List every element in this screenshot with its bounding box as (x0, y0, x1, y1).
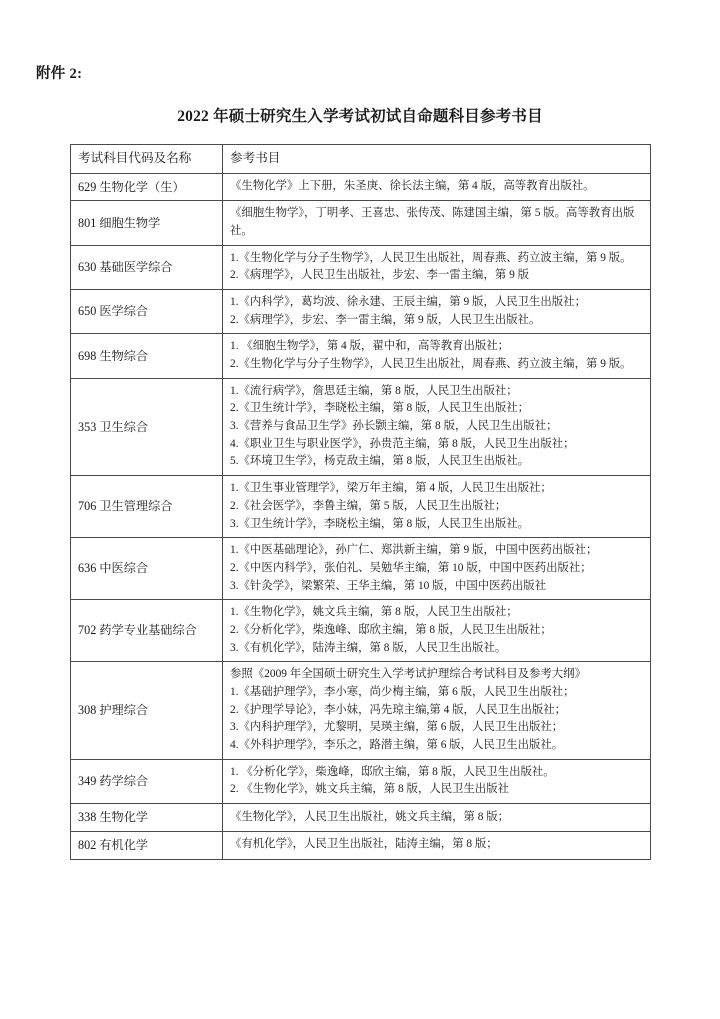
table-row (71, 759, 651, 803)
subject-code-cell: 702 药学专业基础综合 (71, 600, 223, 662)
subject-code-cell: 706 卫生管理综合 (71, 476, 223, 538)
reference-book-line: 2.《病理学》，人民卫生出版社，步宏、李一雷主编，第 9 版 (230, 269, 530, 282)
reference-books-cell (223, 831, 651, 859)
table-row (71, 290, 651, 334)
reference-book-line: 1.《内科学》，葛均波、徐永建、王辰主编，第 9 版，人民卫生出版社； (230, 296, 586, 309)
subject-code-cell: 629 生物化学（生） (71, 173, 223, 201)
reference-books-cell (223, 378, 651, 475)
table-row (71, 378, 651, 475)
reference-books-cell (223, 759, 651, 803)
page-title: 2022 年硕士研究生入学考试初试自命题科目参考书目 (177, 108, 543, 125)
subject-code-cell: 802 有机化学 (71, 831, 223, 859)
table-row (71, 201, 651, 245)
reference-books-cell (223, 476, 651, 538)
reference-book-line: 1.《中医基础理论》，孙广仁、郑洪新主编，第 9 版，中国中医药出版社； (230, 544, 598, 557)
reference-book-line: 3.《针灸学》，梁繁荣、王华主编，第 10 版，中国中医药出版社 (230, 579, 547, 592)
reference-book-line: 3.《卫生统计学》，李晓松主编，第 8 版，人民卫生出版社。 (230, 517, 530, 530)
reference-book-line: 1.《流行病学》，詹思廷主编，第 8 版，人民卫生出版社； (230, 384, 518, 397)
subject-code-cell: 353 卫生综合 (71, 378, 223, 475)
reference-books-cell (223, 290, 651, 334)
reference-book-line: 2.《护理学导论》，李小妹，冯先琼主编,第 4 版，人民卫生出版社； (230, 703, 567, 716)
table-body (71, 173, 651, 859)
reference-books-table (70, 144, 651, 860)
table-header (71, 145, 651, 174)
table-row (71, 245, 651, 289)
reference-book-line: 3.《有机化学》，陆涛主编，第 8 版，人民卫生出版社。 (230, 641, 507, 654)
subject-code-cell: 698 生物综合 (71, 334, 223, 378)
reference-book-line: 4.《外科护理学》，李乐之，路潜主编，第 6 版，人民卫生出版社。 (230, 738, 564, 751)
column-header-books: 参考书目 (223, 145, 651, 174)
subject-code-cell: 349 药学综合 (71, 759, 223, 803)
reference-book-line: 1.《卫生事业管理学》，梁万年主编，第 4 版，人民卫生出版社； (230, 482, 552, 495)
reference-book-line: 2.《卫生统计学》，李晓松主编，第 8 版，人民卫生出版社； (230, 402, 530, 415)
reference-book-line: 1. 《细胞生物学》，第 4 版，翟中和，高等教育出版社； (230, 340, 510, 353)
reference-book-line: 2. 《生物化学》，姚文兵主编，第 8 版，人民卫生出版社 (230, 783, 510, 796)
reference-book-line: 2.《病理学》，步宏、李一雷主编，第 9 版，人民卫生出版社。 (230, 313, 541, 326)
reference-book-line: 《生物化学》，人民卫生出版社，姚文兵主编，第 8 版； (230, 810, 510, 823)
table-row (71, 476, 651, 538)
attachment-label: 附件 2: (36, 66, 83, 82)
table-row (71, 600, 651, 662)
table-row (71, 538, 651, 600)
reference-books-cell (223, 334, 651, 378)
subject-code-cell: 338 生物化学 (71, 803, 223, 831)
table-row (71, 831, 651, 859)
reference-books-cell (223, 662, 651, 759)
reference-book-line: 2.《社会医学》，李鲁主编，第 5 版，人民卫生出版社； (230, 499, 507, 512)
subject-code-cell: 636 中医综合 (71, 538, 223, 600)
table-row (71, 803, 651, 831)
reference-books-cell (223, 245, 651, 289)
subject-code-cell: 630 基础医学综合 (71, 245, 223, 289)
reference-book-line: 4.《职业卫生与职业医学》，孙贵范主编，第 8 版，人民卫生出版社； (230, 437, 575, 450)
reference-books-cell (223, 600, 651, 662)
table-row (71, 662, 651, 759)
reference-books-cell (223, 173, 651, 201)
reference-book-line: 参照《2009 年全国硕士研究生入学考试护理综合考试科目及参考大纲》 (230, 668, 586, 681)
table-row (71, 334, 651, 378)
reference-books-cell (223, 201, 651, 245)
reference-book-line: 1.《生物化学与分子生物学》，人民卫生出版社，周春燕、药立波主编，第 9 版。 (230, 251, 632, 264)
reference-book-line: 2.《分析化学》，柴逸峰、邸欣主编，第 8 版，人民卫生出版社； (230, 623, 552, 636)
reference-book-line: 《生物化学》上下册，朱圣庚、徐长法主编，第 4 版，高等教育出版社。 (230, 180, 595, 193)
reference-book-line: 3.《营养与食品卫生学》孙长颢主编，第 8 版，人民卫生出版社； (230, 420, 558, 433)
reference-book-line: 1. 《分析化学》，柴逸峰，邸欣主编，第 8 版，人民卫生出版社。 (230, 765, 555, 778)
subject-code-cell: 801 细胞生物学 (71, 201, 223, 245)
subject-code-cell: 308 护理综合 (71, 662, 223, 759)
reference-book-line: 3.《内科护理学》，尤黎明，吴瑛主编，第 6 版，人民卫生出版社； (230, 721, 564, 734)
reference-book-line: 《有机化学》，人民卫生出版社，陆涛主编，第 8 版； (230, 838, 498, 851)
reference-book-line: 2.《中医内科学》，张伯礼、吴勉华主编，第 10 版，中国中医药出版社； (230, 561, 592, 574)
reference-book-line: 2.《生物化学与分子生物学》，人民卫生出版社，周春燕、药立波主编，第 9 版。 (230, 358, 632, 371)
reference-books-cell (223, 538, 651, 600)
table-row (71, 173, 651, 201)
reference-books-cell (223, 803, 651, 831)
reference-book-line: 《细胞生物学》，丁明孝、王喜忠、张传茂、陈建国主编，第 5 版。高等教育出版社。 (230, 207, 635, 238)
reference-book-line: 1.《基础护理学》，李小寒，尚少梅主编，第 6 版，人民卫生出版社； (230, 685, 575, 698)
column-header-subject: 考试科目代码及名称 (71, 145, 223, 174)
subject-code-cell: 650 医学综合 (71, 290, 223, 334)
reference-book-line: 5.《环境卫生学》，杨克敌主编，第 8 版，人民卫生出版社。 (230, 455, 530, 468)
reference-book-line: 1.《生物化学》，姚文兵主编，第 8 版，人民卫生出版社； (230, 606, 518, 619)
table-header-row (71, 145, 651, 174)
